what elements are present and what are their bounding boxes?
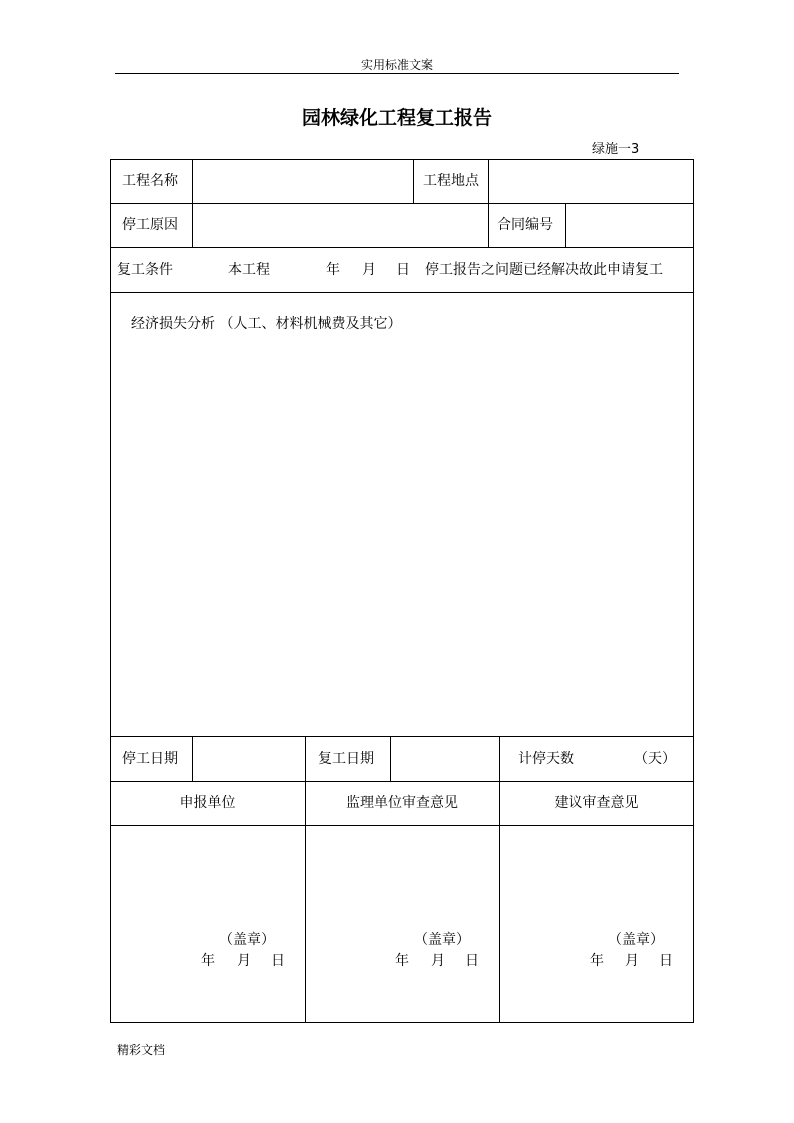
page-footer: 精彩文档 <box>117 1043 166 1057</box>
table-border-right <box>693 159 694 1023</box>
page-header: 实用标准文案 <box>360 58 433 72</box>
contract-no-label: 合同编号 <box>497 217 553 233</box>
stop-days-label: 计停天数 <box>518 751 574 767</box>
applicant-year: 年 <box>201 953 215 969</box>
project-location-label: 工程地点 <box>423 173 479 189</box>
applicant-month: 月 <box>237 953 251 969</box>
row-divider <box>110 825 694 826</box>
col-divider <box>565 203 566 248</box>
row-divider <box>110 292 694 293</box>
col-divider <box>488 159 489 204</box>
stop-date-label: 停工日期 <box>122 751 178 767</box>
supervisor-stamp: （盖章） <box>414 932 470 948</box>
supervisor-year: 年 <box>395 953 409 969</box>
resume-date-label: 复工日期 <box>318 751 374 767</box>
header-rule <box>115 73 679 74</box>
applicant-day: 日 <box>271 953 285 969</box>
page-title: 园林绿化工程复工报告 <box>301 107 492 129</box>
resume-statement: 停工报告之问题已经解决故此申请复工 <box>425 262 663 278</box>
supervisor-month: 月 <box>431 953 445 969</box>
col-divider <box>192 736 193 781</box>
stop-reason-label: 停工原因 <box>122 217 178 233</box>
this-project-text: 本工程 <box>228 262 270 278</box>
resume-day: 日 <box>396 262 410 278</box>
recommend-review-header: 建议审查意见 <box>554 795 639 811</box>
col-divider <box>413 159 414 204</box>
recommend-month: 月 <box>625 953 639 969</box>
col-divider <box>192 159 193 204</box>
col-divider <box>390 736 391 781</box>
stop-days-unit: （天） <box>634 751 676 767</box>
resume-year: 年 <box>326 262 340 278</box>
applicant-stamp: （盖章） <box>219 932 275 948</box>
col-divider <box>192 203 193 248</box>
supervisor-day: 日 <box>465 953 479 969</box>
project-name-label: 工程名称 <box>122 173 178 189</box>
col-divider <box>305 781 306 1023</box>
row-divider <box>110 781 694 782</box>
applicant-header: 申报单位 <box>179 795 236 811</box>
recommend-day: 日 <box>659 953 673 969</box>
table-border-left <box>110 159 111 1023</box>
table-border-top <box>110 159 694 160</box>
row-divider <box>110 736 694 737</box>
table-border-bottom <box>110 1022 694 1023</box>
supervisor-review-header: 监理单位审查意见 <box>346 795 458 811</box>
row-divider <box>110 203 694 204</box>
loss-analysis-label: 经济损失分析 （人工、材料机械费及其它） <box>131 316 402 332</box>
report-table <box>110 159 694 1023</box>
col-divider <box>488 203 489 248</box>
resume-condition-label: 复工条件 <box>117 262 173 278</box>
resume-month: 月 <box>362 262 376 278</box>
col-divider <box>499 736 500 781</box>
col-divider <box>305 736 306 781</box>
recommend-stamp: （盖章） <box>608 932 664 948</box>
col-divider <box>499 781 500 1023</box>
row-divider <box>110 247 694 248</box>
form-code: 绿施一3 <box>592 142 640 157</box>
recommend-year: 年 <box>590 953 604 969</box>
